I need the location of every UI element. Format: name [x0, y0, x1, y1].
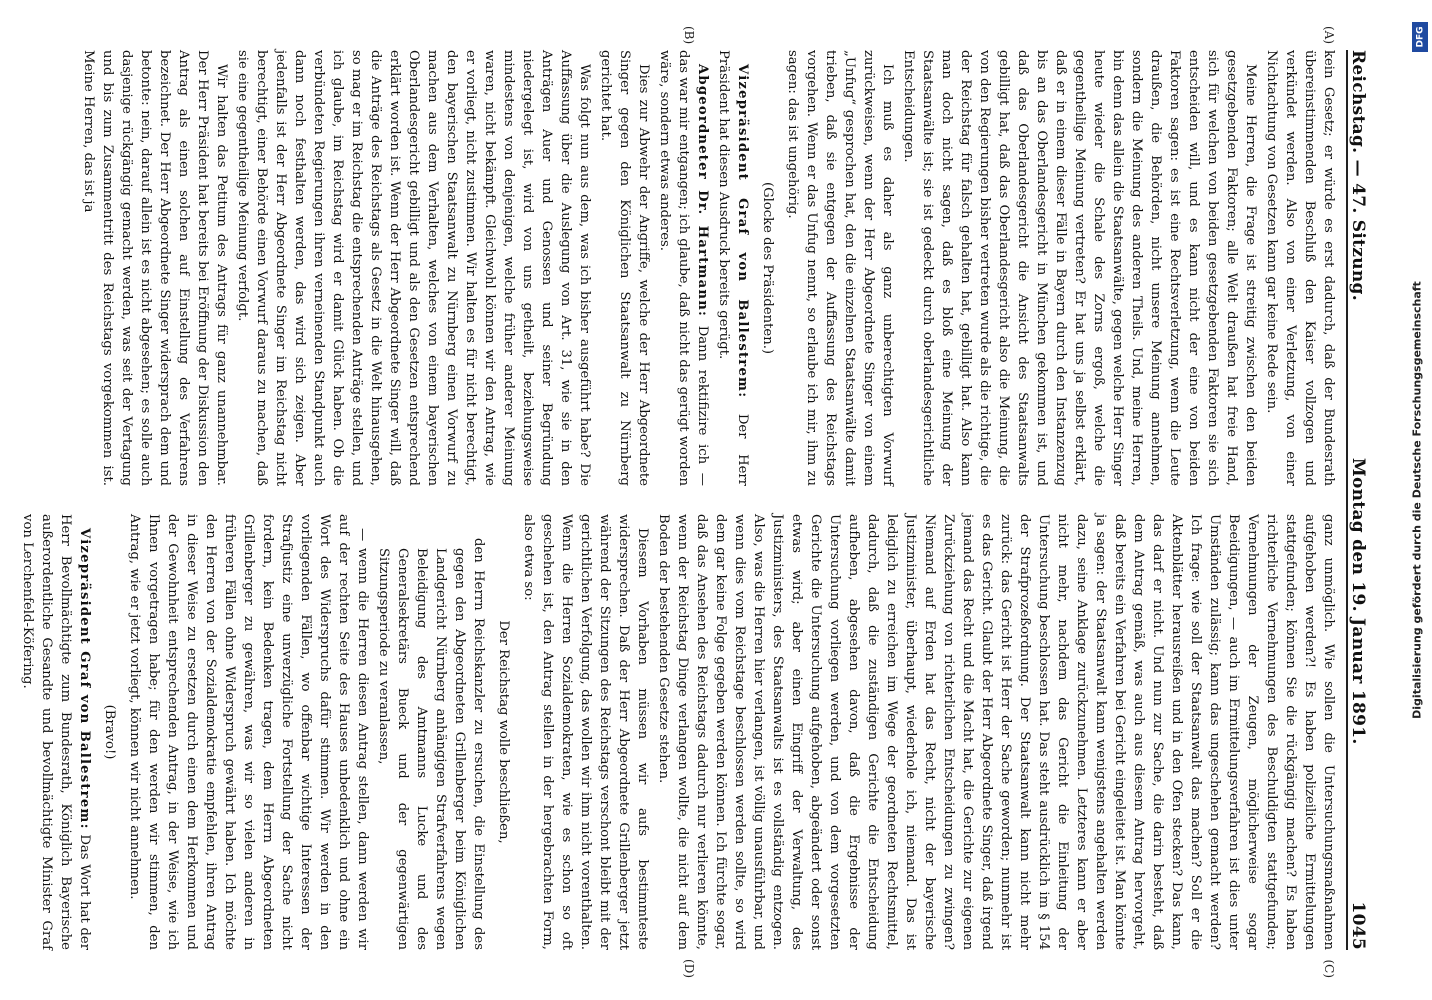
- scanned-page-viewport: [20, 20, 1400, 980]
- margin-letter-c: (C): [1322, 959, 1336, 978]
- motion-item: den Herrn Reichskanzler zu ersuchen, die Einstellung des gegen den Abgeordneten Grillenberger beim Königlichen Landgericht Nürnberg anhängigen Strafverfahrens wegen Beleidigung des Amtmanns Lucke und des Generalsekretärs Bueck und der gegenwärtigen Sitzungsperiode zu veranlassen,: [376, 538, 486, 950]
- header-page-number: 1045: [1348, 901, 1368, 950]
- header-date: Montag den 19. Januar 1891.: [1348, 457, 1368, 745]
- right-column: [20, 514, 1338, 978]
- paragraph: Dies zur Abwehr der Angriffe, welche der Herr Abgeordnete Singer gegen den Königlichen Staatsanwalt zu Nürnberg gerichtet hat.: [598, 50, 651, 486]
- page-header: [1346, 50, 1382, 950]
- text-columns: [20, 26, 1338, 978]
- paragraph: Wir halten das Petitum des Antrags für ganz unannehmbar. Der Herr Präsident hat bereits bei Eröffnung der Diskussion den Antrag als einen solchen auf Einstellung des Verfahrens bezeichnet. Der Herr Abgeordnete Singer widersprach dem und betonte: nein, darauf allein ist es nicht abgesehen; es solle auch dasjenige rückgängig gemacht werden, was seit der Vertagung und bis zum Zusammentritt des Reichstags vorgekommen ist. Meine Herren, das ist ja: [81, 50, 229, 486]
- speaker-text: Der Herr Präsident hat diesen Ausdruck bereits gerügt.: [716, 50, 750, 486]
- speaker-paragraph: [655, 50, 712, 486]
- paragraph: Diesem Vorhaben müssen wir aufs bestimmteste widersprechen. Daß der Herr Abgeordnete Grillenberger jetzt während der Sitzungen des Reichstags verschont bleibt mit der gerichtlichen Verfolgung, das wollen wir ihm nicht vorenthalten. Wenn die Herren Sozialdemokraten, wie es schon so oft geschehen ist, den Antrag stellen in der hergebrachten Form, also etwa so:: [521, 514, 650, 950]
- margin-letter-a: (A): [1322, 26, 1336, 45]
- speaker-text: Dann rektifizire ich — das war mir entgangen; ich glaube, daß nicht das gerügt worden wäre, sondern etwas anderes.: [657, 50, 710, 486]
- motion-intro: Der Reichstag wolle beschließen,: [496, 620, 511, 844]
- paragraph: kein Gesetz; er würde es erst dadurch, daß der Bundesrath übereinstimmenden Beschluß den Kaiser vollzogen und verkündet werden. Also von einer Verletzung, von einer Nichtachtung von Gesetzen kann gar keine Rede sein.: [1264, 50, 1336, 486]
- speaker-text: Das Wort hat der Herr Bevollmächtigte zum Bundesrath, Königlich Bayerische außerordentliche Gesandte und bevollmächtigte Minister Graf von Lerchenfeld-Köfering.: [20, 514, 92, 950]
- left-column: [40, 26, 1338, 486]
- motion-text: [374, 538, 488, 950]
- margin-letter-d: (D): [682, 959, 696, 978]
- stage-direction: (Bravo!): [102, 704, 117, 760]
- header-session: Reichstag. — 47. Sitzung.: [1348, 50, 1368, 301]
- paragraph: ganz unmöglich. Wie sollen die Untersuchungsmaßnahmen aufgehoben werden?! Es haben polizeiliche Ermittelungen stattgefunden; können Sie die rückgängig machen? Es haben richterliche Vernehmungen des Beschuldigten stattgefunden; Vernehmungen der Zeugen, möglicherweise sogar Beeidigungen, — auch im Ermittelungsverfahren ist dies unter Umständen zulässig; kann das ungeschehen gemacht werden? Ich frage: wie soll der Staatsanwalt das machen? Soll er die Aktenblätter herausreißen und in den Ofen stecken? Das kann, das darf er nicht. Und nun zur Sache, die darin besteht, daß dem Antrag gemäß, was auch aus diesem Antrag hervorgeht, daß bereits ein Verfahren bei Gericht eingeleitet ist. Man könnte ja sagen: der Staatsanwalt kann wenigstens angehalten werden dazu, seine Anklage zurückzunehmen. Letzteres kann er aber nicht mehr, nachdem das Gericht die Einleitung der Untersuchung beschlossen hat. Das steht ausdrücklich im § 154 der Strafprozeßordnung. Der Staatsanwalt kann nicht mehr zurück: das Gericht ist Herr der Sache geworden; nunmehr ist es das Gericht. Glaubt der Herr Abgeordnete Singer, daß irgend jemand das Recht und die Macht hat, die Gerichte zur eigenen Zurückziehung von richterlichen Entscheidungen zu zwingen? Niemand auf Erden hat das Recht, nicht der bayerische Justizminister, überhaupt, wiederhole ich, niemand. Das ist lediglich zu erreichen im Wege der geordneten Rechtsmittel, dadurch, daß die zuständigen Gerichte die Entscheidung aufheben, abgesehen davon, daß die Ergebnisse der Untersuchung vorliegen werden, und von dem vorgesetzten Gerichte die Untersuchung aufgehoben, abgeändert oder sonst etwas wird; aber einen Eingriff der Verwaltung, des Justizministers, des Staatsanwalts ist es vollständig entzogen. Also, was die Herren hier verlangen, ist völlig unausführbar, und wenn dies vom Reichstage beschlossen werden sollte, so wird dem gar keine Folge gegeben werden können. Ich fürchte sogar, daß das Ansehen des Reichstags dadurch nur verlieren könnte, wenn der Reichstag Dinge verlangen wollte, die nicht auf dem Boden der bestehenden Gesetze stehen.: [656, 514, 1336, 950]
- speaker-name: Vizepräsident Graf von Ballestrem:: [735, 64, 750, 399]
- paragraph: — wenn die Herren diesen Antrag stellen, dann werden wir auf der rechten Seite des Hauses unbedenklich und ohne ein Wort des Widerspruchs dafür stimmen. Wir werden in den vorliegenden Fällen, wo offenbar wichtige Interessen der Strafjustiz eine unverzügliche Fortstellung der Sache nicht fordern, kein Bedenken tragen, dem Herrn Abgeordneten Grillenberger zu gewähren, was wir so vielen anderen in früheren Fällen ohne Widerspruch gewährt haben. Ich möchte den Herren von der Sozialdemokratie empfehlen, ihren Antrag in dieser Weise zu ersetzen durch einen dem Herkommen und der Gewohnheit entsprechenden Antrag, in der Weise, wie ich Ihnen vorgetragen habe; für den werden wir stimmen, den Antrag, wie er jetzt vorliegt, können wir nicht annehmen.: [127, 514, 370, 950]
- digitization-watermark: [1408, 20, 1426, 980]
- speaker-name: Abgeordneter Dr. Hartmann:: [695, 64, 710, 318]
- watermark-text: Digitalisierung gefördert durch die Deutsche Forschungsgemeinschaft: [1410, 281, 1424, 719]
- speaker-paragraph: [714, 50, 752, 486]
- speaker-paragraph: [20, 514, 94, 950]
- scanned-page: [20, 20, 1400, 980]
- paragraph: Was folgt nun aus dem, was ich bisher ausgeführt habe? Die Auffassung über die Auslegung von Art. 31, wie sie in den Anträgen Auer und Genossen und seiner Begründung niedergelegt ist, wird von uns getheilt, beziehungsweise mindestens von denjenigen, welche früher anderer Meinung waren, nicht bekämpft. Gleichwohl können wir den Antrag, wie er vorliegt, nicht zustimmen. Wir halten es für nicht berechtigt, den bayerischen Staatsanwalt zu Nürnberg einen Vorwurf zu machen aus dem Verhalten, welches von einem bayerischen Oberlandesgericht gebilligt und als den Gesetzen entsprechend erklärt worden ist. Wenn der Herr Abgeordnete Singer will, daß die Anträge des Reichstags als Gesetz in die Welt hinausgehen, so mag er im Reichstag die entsprechenden Anträge stellen, und ich glaube, im Reichstag wird er damit Glück haben. Ob die verbündeten Regierungen ihren verneinenden Standpunkt auch dann noch festhalten werden, das wird sich zeigen. Aber jedenfalls ist der Herr Abgeordnete Singer im Reichstag nicht berechtigt, einer Behörde einen Vorwurf daraus zu machen, daß sie eine gegentheilige Meinung verfolgt.: [235, 50, 592, 486]
- stage-direction: (Glocke des Präsidenten.): [760, 181, 775, 355]
- dfg-logo-text: DFG: [1415, 26, 1426, 48]
- margin-letter-b: (B): [682, 26, 696, 45]
- speaker-name: Vizepräsident Graf von Ballestrem:: [77, 528, 92, 830]
- paragraph: Meine Herren, die Frage ist streitig zwischen den beiden gesetzgebenden Faktoren; alle Welt draußen hat freie Hand, sich für welchen von beiden gesetzgebenden Faktoren sie sich entscheiden will, und es kann nicht der eine von beiden Faktoren sagen: es ist eine Rechtsverletzung, wenn die Leute draußen, die Behörden, nicht unsere Meinung annehmen, sondern die Meinung des anderen Theils. Und, meine Herren, bin denn das allein die Staatsanwälte, gegen welche Herr Singer heute wieder die Schale des Zorns ergoß, welche die gegentheilige Meinung vertreten? Er hat uns ja selbst erklärt, daß er in einem dieser Fälle in Bayern durch den Instanzenzug bis an das Oberlandesgericht in München gekommen ist, und daß das Oberlandesgericht die Ansicht des Staatsanwalts gebilligt hat, daß das Oberlandesgericht also die Meinung, die von den Regierungen bisher vertreten wurde als die richtige, die der Reichstag für falsch gehalten hat, gebilligt hat. Also kann man doch nicht sagen, daß es bloß eine Meinung der Staatsanwälte ist; sie ist gedeckt durch oberlandesgerichtliche Entscheidungen.: [901, 50, 1258, 486]
- paragraph: Ich muß es daher als ganz unberechtigten Vorwurf zurückweisen, wenn der Herr Abgeordnete Singer von einem „Unfug“ gesprochen hat, den die einzelnen Staatsanwälte damit trieben, daß sie entgegen der Auffassung des Reichstags vorgehen. Wenn er das Unfug nennt, so erlaube ich mir, ihm zu sagen: das ist ungehörig.: [785, 50, 895, 486]
